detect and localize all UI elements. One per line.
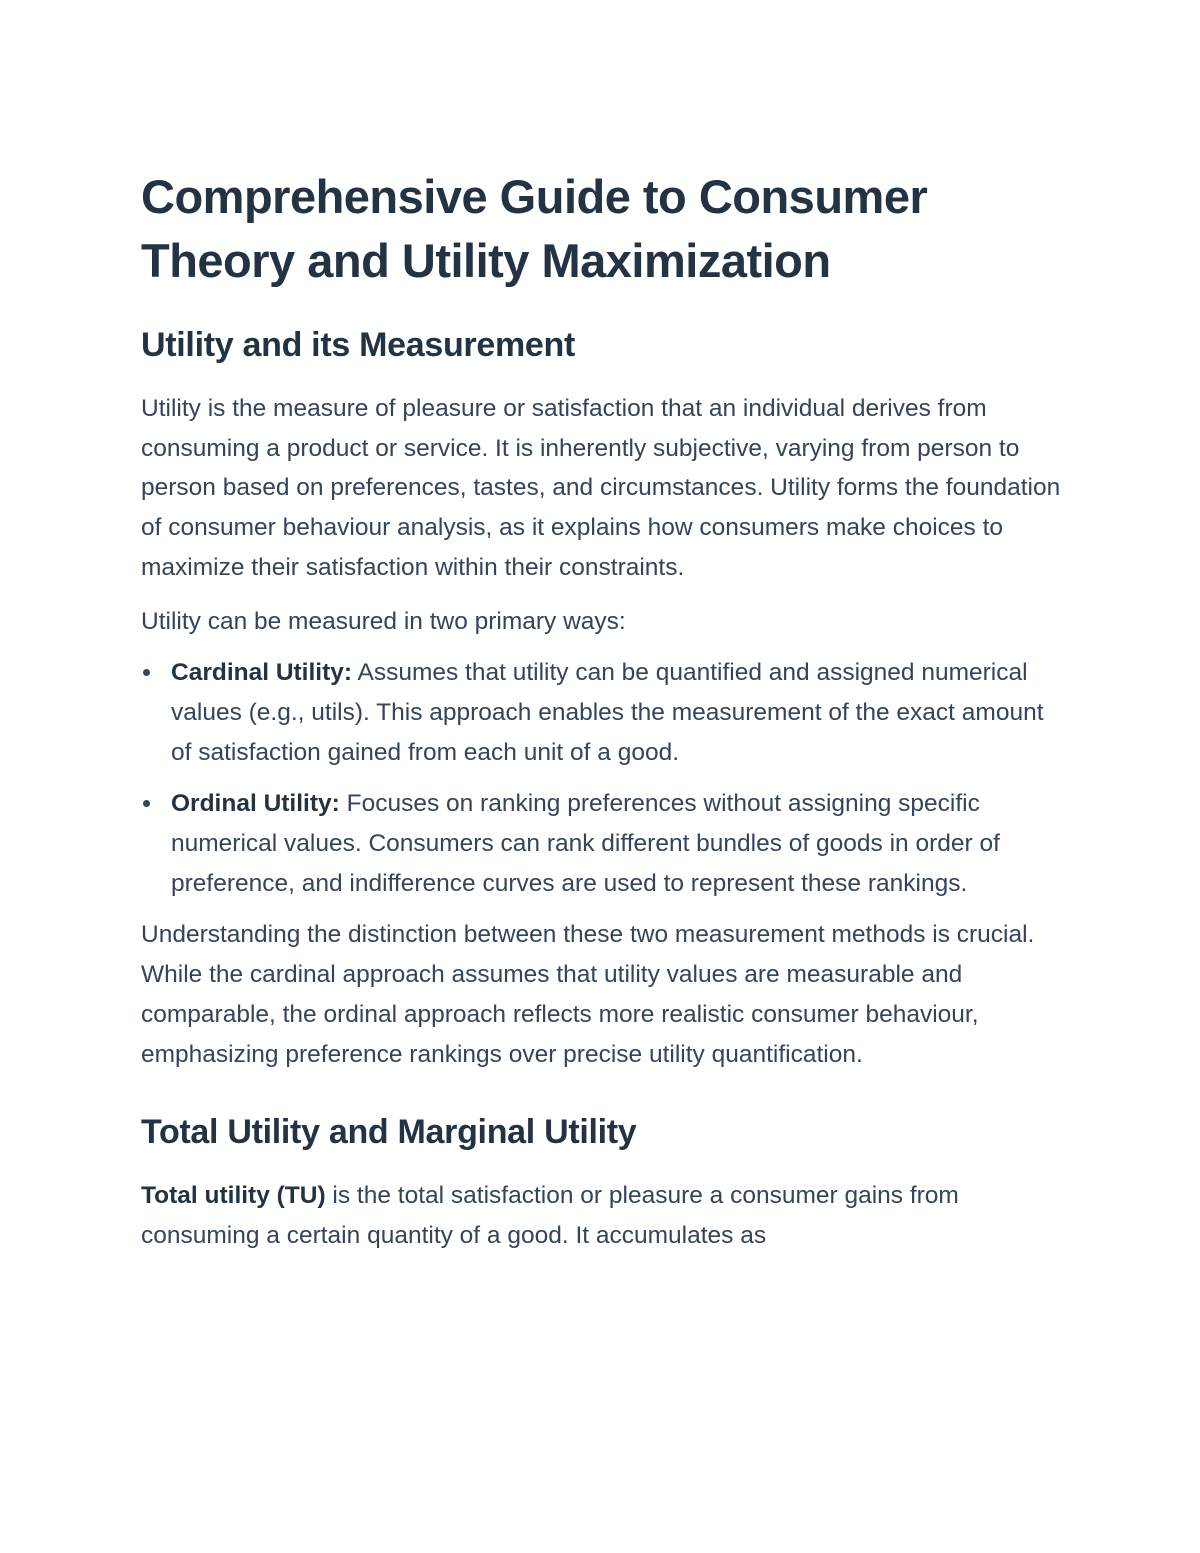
utility-types-list: [141, 653, 1061, 903]
text-ordinal-utility: Focuses on ranking preferences without assigning specific numerical values. Consumers can rank different bundles of goods in order of preference, and indifference curves are used to represent these rankings.: [171, 790, 1000, 897]
paragraph-measurement-intro: Utility can be measured in two primary ways:: [141, 607, 626, 635]
term-total-utility: Total utility (TU): [141, 1182, 326, 1210]
paragraph-utility-definition: Utility is the measure of pleasure or satisfaction that an individual derives from consuming a product or service. It is inherently subjective, varying from person to person based on preferences, tastes, and circumstances. Utility forms the foundation of consumer behaviour analysis, as it explains how consumers make choices to maximize their satisfaction within their constraints.: [141, 395, 1061, 581]
term-ordinal-utility: Ordinal Utility:: [171, 790, 340, 818]
section-heading-utility-measurement: Utility and its Measurement: [141, 326, 575, 364]
section-heading-total-marginal-utility: Total Utility and Marginal Utility: [141, 1113, 637, 1152]
document-page: [141, 165, 1061, 1256]
list-item-ordinal-utility: [141, 784, 1061, 903]
bullet-icon: [143, 669, 150, 676]
paragraph-measurement-distinction: Understanding the distinction between these two measurement methods is crucial. While the cardinal approach assumes that utility values are measurable and comparable, the ordinal approach reflects more realistic consumer behaviour, emphasizing preference rankings over precise utility quantification.: [141, 921, 1035, 1068]
bullet-icon: [143, 800, 150, 807]
list-item-cardinal-utility: [141, 653, 1061, 772]
page-title: Comprehensive Guide to Consumer Theory and Utility Maximization: [141, 170, 928, 287]
paragraph-total-utility: [141, 1176, 1061, 1255]
term-cardinal-utility: Cardinal Utility:: [171, 659, 353, 687]
text-total-utility: is the total satisfaction or pleasure a consumer gains from consuming a certain quantity of a good. It accumulates as: [141, 1182, 959, 1249]
text-cardinal-utility: Assumes that utility can be quantified and assigned numerical values (e.g., utils). This approach enables the measurement of the exact amount of satisfaction gained from each unit of a good.: [171, 659, 1044, 766]
